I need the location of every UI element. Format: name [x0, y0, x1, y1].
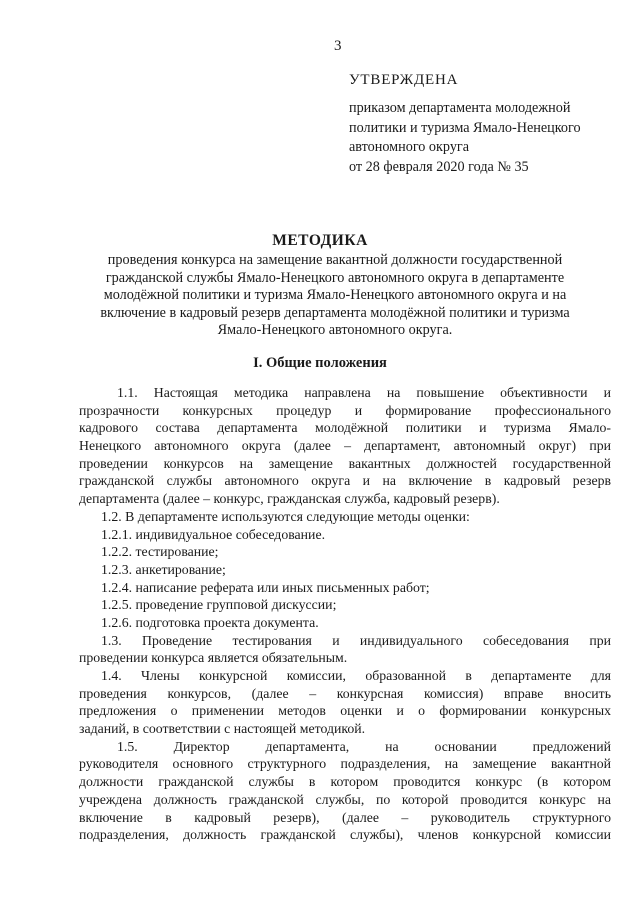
body-line: 1.4. Члены конкурсной комиссии, образованной в департаменте для: [101, 668, 611, 683]
body-line: кадрового состава департамента молодёжной политики и туризма Ямало-: [79, 420, 611, 436]
section-heading: I. Общие положения: [253, 355, 387, 371]
body-line: проведении конкурсов на замещение вакантных должностей государственной: [79, 455, 611, 471]
approval-block: [349, 72, 619, 177]
body-line: учреждена должность гражданской службы, по которой проводится конкурс на: [79, 791, 611, 807]
approval-line: приказом департамента молодежной: [349, 100, 571, 116]
body-line: должности гражданской службы в котором проводится конкурс (в котором: [79, 774, 611, 790]
subtitle-line: Ямало-Ненецкого автономного округа.: [217, 322, 453, 338]
body-line: предложения о применении методов оценки и о формировании конкурсных: [79, 703, 611, 719]
document-body: [79, 384, 611, 844]
document-title: МЕТОДИКА: [272, 232, 368, 249]
approval-line: от 28 февраля 2020 года № 35: [349, 158, 529, 175]
body-line: гражданской службы автономного округа и на включение в кадровый резерв: [79, 473, 611, 489]
body-line: заданий, в соответствии с настоящей методикой.: [79, 721, 366, 737]
body-line: прозрачности конкурсных процедур и формирование профессионального: [79, 402, 611, 418]
body-line: 1.2.2. тестирование;: [101, 544, 219, 560]
body-line: 1.3. Проведение тестирования и индивидуального собеседования при: [101, 632, 611, 648]
approval-heading: УТВЕРЖДЕНА: [349, 72, 459, 88]
body-line: включение в кадровый резерв), (далее – руководитель структурного: [79, 809, 611, 825]
body-line: руководителя основного структурного подразделения, на замещение вакантной: [79, 756, 611, 772]
subtitle-line: включение в кадровый резерв департамента молодёжной политики и туризма: [100, 304, 570, 321]
body-line: 1.2.4. написание реферата или иных письменных работ;: [101, 579, 430, 595]
body-line: проведения конкурсов, (далее – конкурсная комиссия) вправе вносить: [79, 685, 611, 701]
body-line: 1.2.3. анкетирование;: [101, 561, 226, 577]
body-line: 1.2.5. проведение групповой дискуссии;: [101, 597, 337, 613]
approval-line: автономного округа: [349, 139, 470, 155]
document-subtitle: [70, 252, 600, 340]
body-line: Ненецкого автономного округа (далее – департамент, автономный округ) при: [79, 438, 611, 454]
subtitle-line: проведения конкурса на замещение вакантной должности государственной: [107, 252, 563, 268]
body-line: департамента (далее – конкурс, гражданская служба, кадровый резерв).: [79, 491, 500, 507]
body-line: 1.5. Директор департамента, на основании предложений: [117, 738, 611, 754]
body-line: 1.2. В департаменте используются следующие методы оценки:: [101, 508, 470, 524]
body-line: 1.2.6. подготовка проекта документа.: [101, 614, 319, 630]
body-line: 1.2.1. индивидуальное собеседование.: [101, 526, 326, 542]
body-line: подразделения, должность гражданской службы), членов конкурсной комиссии: [79, 827, 611, 843]
body-line: 1.1. Настоящая методика направлена на повышение объективности и: [117, 385, 611, 400]
subtitle-line: гражданской службы Ямало-Ненецкого автономного округа в департаменте: [105, 269, 565, 286]
body-line: проведении конкурса является обязательным.: [79, 650, 348, 666]
page-number: 3: [334, 38, 342, 54]
approval-line: политики и туризма Ямало-Ненецкого: [349, 119, 581, 136]
subtitle-line: молодёжной политики и туризма Ямало-Ненецкого автономного округа и на: [103, 287, 567, 303]
